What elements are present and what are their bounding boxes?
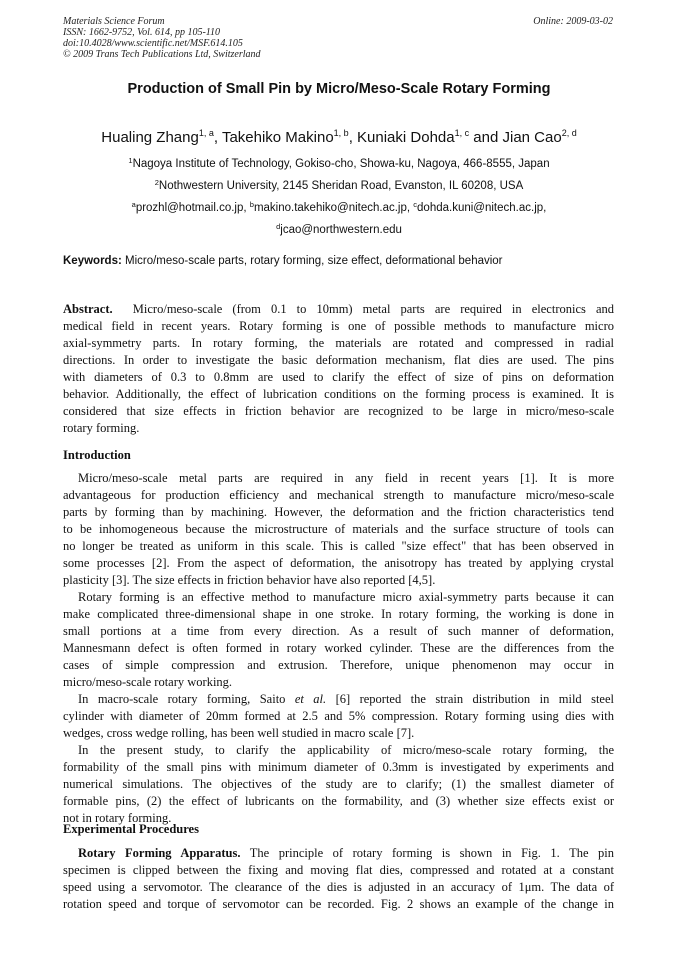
abstract-line: behavior. Additionally, the effect of lubrication conditions on the forming process is examined. It is <box>63 387 614 401</box>
email-line <box>0 200 678 214</box>
abstract-line <box>63 301 614 318</box>
affiliation-1 <box>0 156 678 170</box>
email-mark: b <box>249 200 254 209</box>
body-text-italic: et al. <box>294 692 327 706</box>
section-heading-experimental: Experimental Procedures <box>63 822 199 836</box>
abstract-label: Abstract. <box>63 302 113 316</box>
body-line: to be inhomogeneous because the microstructure of materials and the surface structure of tools can <box>63 522 614 536</box>
body-line: rotation speed and torque of servomotor can be recorded. Fig. 2 shows an example of the change in <box>63 897 614 911</box>
affiliation-text: Nagoya Institute of Technology, Gokiso-cho, Showa-ku, Nagoya, 466-8555, Japan <box>132 158 550 170</box>
email-address: makino.takehiko@nitech.ac.jp, <box>253 202 414 214</box>
issn-line: ISSN: 1662-9752, Vol. 614, pp 105-110 <box>63 27 221 38</box>
body-line: micro/meso-scale rotary working. <box>63 675 233 689</box>
keywords <box>63 255 503 267</box>
keywords-label: Keywords: <box>63 255 122 267</box>
author-affiliation-mark: 1, b <box>333 128 349 138</box>
body-line: no longer be treated as uniform in this scale. This is called "size effect" that has been observed in <box>63 539 614 553</box>
author-separator: , <box>348 129 358 146</box>
email-mark: a <box>131 200 136 209</box>
introduction-body <box>63 470 614 827</box>
author-affiliation-mark: 1, c <box>454 128 470 138</box>
experimental-body <box>63 845 614 913</box>
body-line: formable pins, (2) the effect of lubricants on the formability, and (3) whether size effects exist or <box>63 794 614 808</box>
author-name: Hualing Zhang <box>101 129 199 146</box>
journal-header <box>63 16 261 60</box>
abstract-line: rotary forming. <box>63 421 140 435</box>
body-line: formability of the small pins with minimum diameter of 0.3mm is investigated by experiments and <box>63 760 614 774</box>
email-address: dohda.kuni@nitech.ac.jp, <box>417 202 547 214</box>
online-date: Online: 2009-03-02 <box>533 16 613 27</box>
body-line: wedges, cross wedge rolling, has been well studied in macro scale [7]. <box>63 726 415 740</box>
body-line: small portions at a time from every direction. As a result of such manner of deformation, <box>63 624 614 638</box>
paper-title: Production of Small Pin by Micro/Meso-Scale Rotary Forming <box>127 81 551 97</box>
abstract-line: with diameters of 0.3 to 0.8mm are used to clarify the effect of size of pins on deformation <box>63 370 614 384</box>
body-line: In the present study, to clarify the applicability of micro/meso-scale rotary forming, the <box>78 743 614 757</box>
author-separator: , <box>213 129 222 146</box>
body-line: Micro/meso-scale metal parts are required in any field in recent years [1]. It is more <box>78 471 614 485</box>
abstract-line: medical field in recent years. Rotary forming is one of possible methods to manufacture micro <box>63 319 614 333</box>
body-text: [6] reported the strain distribution in mild steel <box>326 692 615 706</box>
email-address: jcao@northwestern.edu <box>280 224 402 236</box>
author-name: Jian Cao <box>502 129 562 146</box>
body-line: parts by forming than by machining. However, the deformation and the friction characteristics tend <box>63 505 614 519</box>
author-affiliation-mark: 2, d <box>561 128 577 138</box>
body-line: plasticity [3]. The size effects in friction behavior have also reported [4,5]. <box>63 573 436 587</box>
author-list <box>0 128 678 146</box>
author-separator: and <box>469 129 503 146</box>
body-text: In macro-scale rotary forming, Saito <box>78 692 295 706</box>
body-line <box>63 691 614 708</box>
body-line: cases of simple compression and extrusion. Therefore, unique phenomenon may occur in <box>63 658 614 672</box>
email-address: prozhl@hotmail.co.jp, <box>135 202 250 214</box>
affiliation-mark: 2 <box>154 178 159 187</box>
email-mark: c <box>413 200 418 209</box>
abstract-line: directions. In order to investigate the basic deformation mechanism, flat dies are used. The pins <box>63 353 614 367</box>
body-line: cylinder with diameter of 20mm formed at 2.5 and 5% compression. Rotary forming using dies with <box>63 709 614 723</box>
journal-name: Materials Science Forum <box>63 16 165 27</box>
body-line: specimen is clipped between the fixing and moving flat dies, compressed and rotated at a constant <box>63 863 614 877</box>
section-heading-introduction: Introduction <box>63 448 131 462</box>
body-line: not in rotary forming. <box>63 811 172 825</box>
keywords-text: Micro/meso-scale parts, rotary forming, size effect, deformational behavior <box>121 255 503 267</box>
body-line: Rotary forming is an effective method to manufacture micro axial-symmetry parts because it can <box>78 590 614 604</box>
affiliation-text: Nothwestern University, 2145 Sheridan Road, Evanston, IL 60208, USA <box>158 180 524 192</box>
body-text: The principle of rotary forming is shown in Fig. 1. The pin <box>240 846 614 860</box>
author-affiliation-mark: 1, a <box>198 128 214 138</box>
body-line: Mannesmann defect is often formed in rotary worked cylinder. These are the differences from the <box>63 641 614 655</box>
body-line: numerical simulations. The objectives of the study are to clarify; (1) the smallest diameter of <box>63 777 614 791</box>
body-line: make complicated three-dimensional shape in one stroke. In rotary forming, the working is done in <box>63 607 614 621</box>
affiliation-mark: 1 <box>128 156 133 165</box>
abstract-text: Micro/meso-scale (from 0.1 to 10mm) metal parts are required in electronics and <box>112 302 614 316</box>
email-mark: d <box>276 222 281 231</box>
abstract-line: axial-symmetry parts. In rotary forming, the materials are rotated and compressed in radial <box>63 336 614 350</box>
subsection-label: Rotary Forming Apparatus. <box>78 846 241 860</box>
email-line <box>0 222 678 236</box>
body-line: some processes [2]. From the aspect of deformation, the anisotropy has treated by applying crystal <box>63 556 614 570</box>
doi-line: doi:10.4028/www.scientific.net/MSF.614.105 <box>63 38 243 49</box>
body-line: advantageous for production efficiency and mechanical strength to manufacture micro/meso-scale <box>63 488 614 502</box>
body-line <box>63 845 614 862</box>
copyright-line: © 2009 Trans Tech Publications Ltd, Switzerland <box>63 49 261 60</box>
affiliation-2 <box>0 178 678 192</box>
abstract-line: considered that size effects in friction behavior are recognized to be large in micro/meso-scale <box>63 404 614 418</box>
abstract <box>63 301 614 437</box>
author-name: Takehiko Makino <box>221 129 334 146</box>
body-line: speed using a servomotor. The clearance of the dies is adjusted in an accuracy of 1μm. The data of <box>63 880 614 894</box>
author-name: Kuniaki Dohda <box>357 129 455 146</box>
